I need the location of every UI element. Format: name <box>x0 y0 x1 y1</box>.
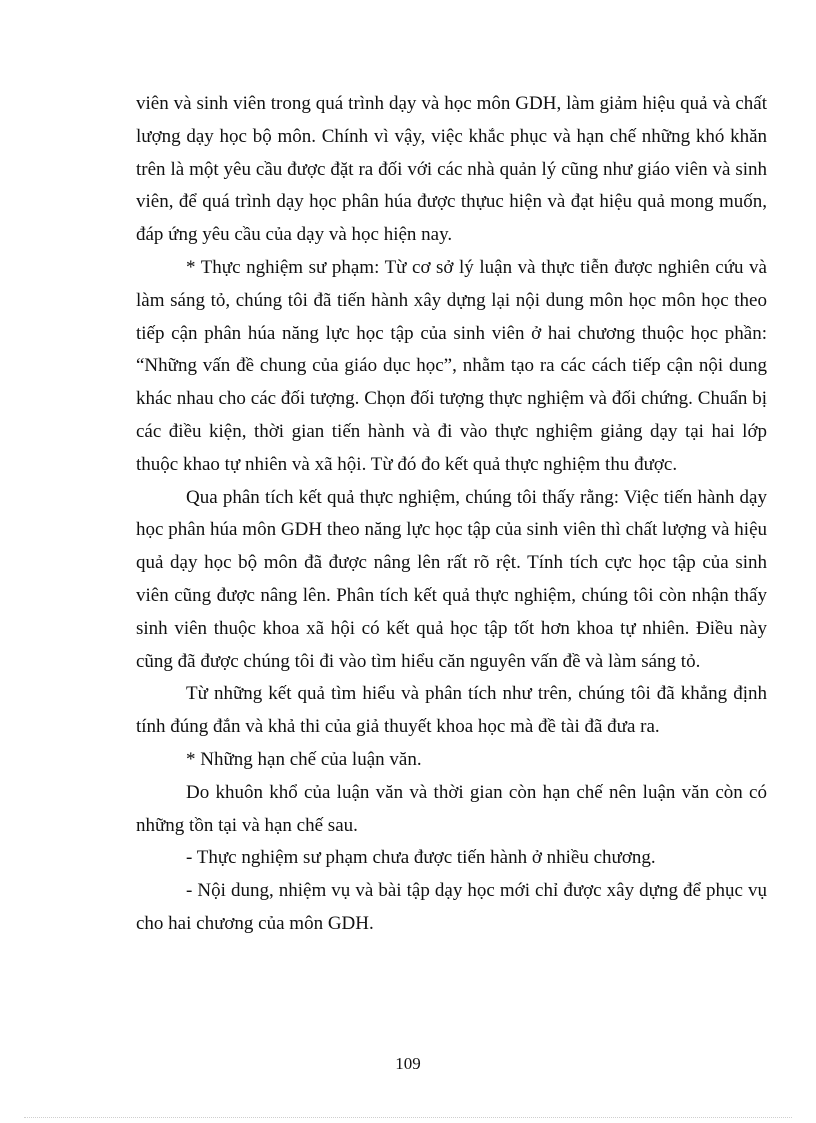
page-number: 109 <box>395 1054 421 1073</box>
paragraph-pedagogical-experiment: * Thực nghiệm sư phạm: Từ cơ sở lý luận và thực tiễn được nghiên cứu và làm sáng tỏ, chúng tôi đã tiến hành xây dựng lại nội dung môn học môn học theo tiếp cận phân húa năng lực học tập của sinh viên ở hai chương thuộc học phần: “Những vấn đề chung của giáo dục học”, nhằm tạo ra các cách tiếp cận nội dung khác nhau cho các đối tượng. Chọn đối tượng thực nghiệm và đối chứng. Chuẩn bị các điều kiện, thời gian tiến hành và đi vào thực nghiệm giảng dạy tại hai lớp thuộc khao tự nhiên và xã hội. Từ đó đo kết quả thực nghiệm thu được. <box>136 256 767 475</box>
page-bottom-divider <box>24 1117 792 1118</box>
paragraph-experiment-analysis: Qua phân tích kết quả thực nghiệm, chúng tôi thấy rằng: Việc tiến hành dạy học phân húa môn GDH theo năng lực học tập của sinh viên thì chất lượng và hiệu quả dạy học bộ môn đã được nâng lên rất rõ rệt. Tính tích cực học tập của sinh viên cũng được nâng lên. Phân tích kết quả thực nghiệm, chúng tôi còn nhận thấy sinh viên thuộc khoa xã hội có kết quả học tập tốt hơn khoa tự nhiên. Điều này cũng đã được chúng tôi đi vào tìm hiểu căn nguyên vấn đề và làm sáng tỏ. <box>136 486 767 672</box>
body-text <box>136 88 767 941</box>
paragraph-continuation: viên và sinh viên trong quá trình dạy và học môn GDH, làm giảm hiệu quả và chất lượng dạy học bộ môn. Chính vì vậy, việc khắc phục và hạn chế những khó khăn trên là một yêu cầu được đặt ra đối với các nhà quản lý cũng như giáo viên và sinh viên, để quá trình dạy học phân húa được thựuc hiện và đạt hiệu quả mong muốn, đáp ứng yêu cầu của dạy và học hiện nay. <box>136 93 767 246</box>
paragraph-limitation-2: - Nội dung, nhiệm vụ và bài tập dạy học mới chỉ được xây dựng để phục vụ cho hai chương của môn GDH. <box>136 880 767 934</box>
paragraph-limitations-intro: Do khuôn khổ của luận văn và thời gian còn hạn chế nên luận văn còn có những tồn tại và hạn chế sau. <box>136 781 767 836</box>
paragraph-hypothesis-confirmation: Từ những kết quả tìm hiểu và phân tích như trên, chúng tôi đã khẳng định tính đúng đắn và khả thi của giả thuyết khoa học mà đề tài đã đưa ra. <box>136 683 767 738</box>
paragraph-limitations-heading: * Những hạn chế của luận văn. <box>186 748 422 770</box>
paragraph-limitation-1: - Thực nghiệm sư phạm chưa được tiến hành ở nhiều chương. <box>186 847 656 869</box>
